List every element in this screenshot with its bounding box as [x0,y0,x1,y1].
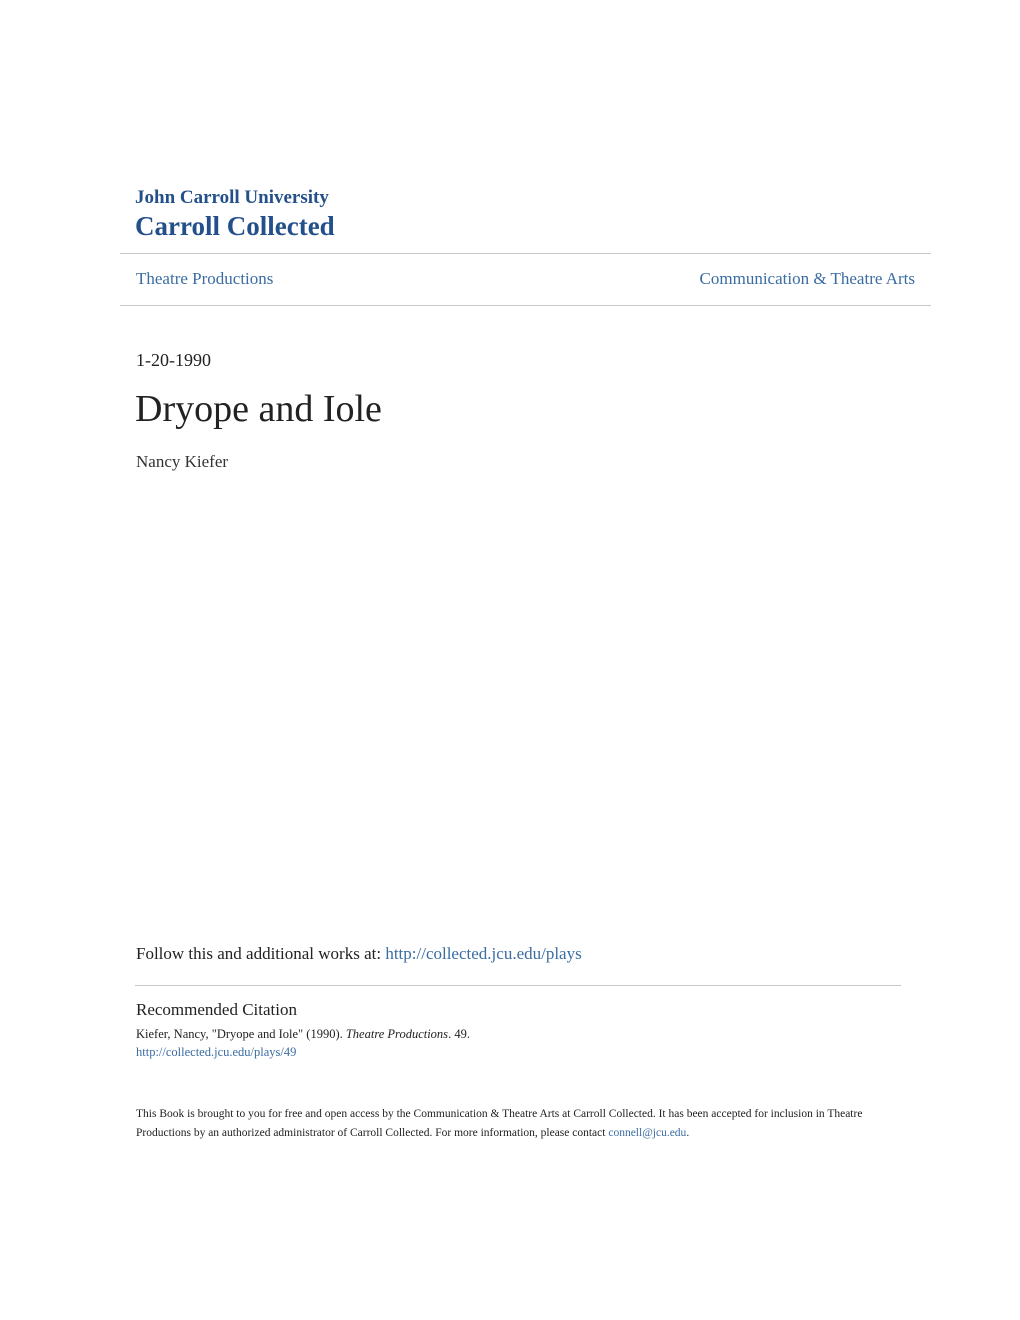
notice-end: . [686,1127,690,1139]
publication-date: 1-20-1990 [136,350,211,370]
citation-heading: Recommended Citation [136,1000,297,1019]
citation-series: Theatre Productions [345,1027,449,1041]
header-divider-top [120,253,931,254]
department-link[interactable]: Communication & Theatre Arts [699,269,915,288]
header-divider-bottom [120,305,931,306]
citation-prefix: Kiefer, Nancy, "Dryope and Iole" (1990). [136,1027,346,1041]
citation-url-link[interactable]: http://collected.jcu.edu/plays/49 [136,1045,297,1059]
contact-email-link[interactable]: connell@jcu.edu [608,1127,687,1139]
access-notice [136,1105,896,1143]
collection-url-link[interactable]: http://collected.jcu.edu/plays [385,944,582,963]
notice-text: This Book is brought to you for free and open access by the Communication & Theatre Arts at Carroll Collected. It has been accepted for inclusion in Theatre Productions by an authorized administrator of Carroll Collected. For more information, please contact [136,1108,863,1139]
document-title: Dryope and Iole [135,388,382,430]
institution-name[interactable]: John Carroll University [135,187,329,208]
citation-suffix: . 49. [448,1027,470,1041]
repository-header [135,186,335,242]
citation-divider [135,985,901,986]
repository-name[interactable]: Carroll Collected [135,211,335,241]
collection-link[interactable]: Theatre Productions [136,269,274,288]
author-name: Nancy Kiefer [136,452,229,471]
citation-text [136,1027,470,1042]
follow-line [136,944,582,964]
follow-text: Follow this and additional works at: [136,944,386,963]
